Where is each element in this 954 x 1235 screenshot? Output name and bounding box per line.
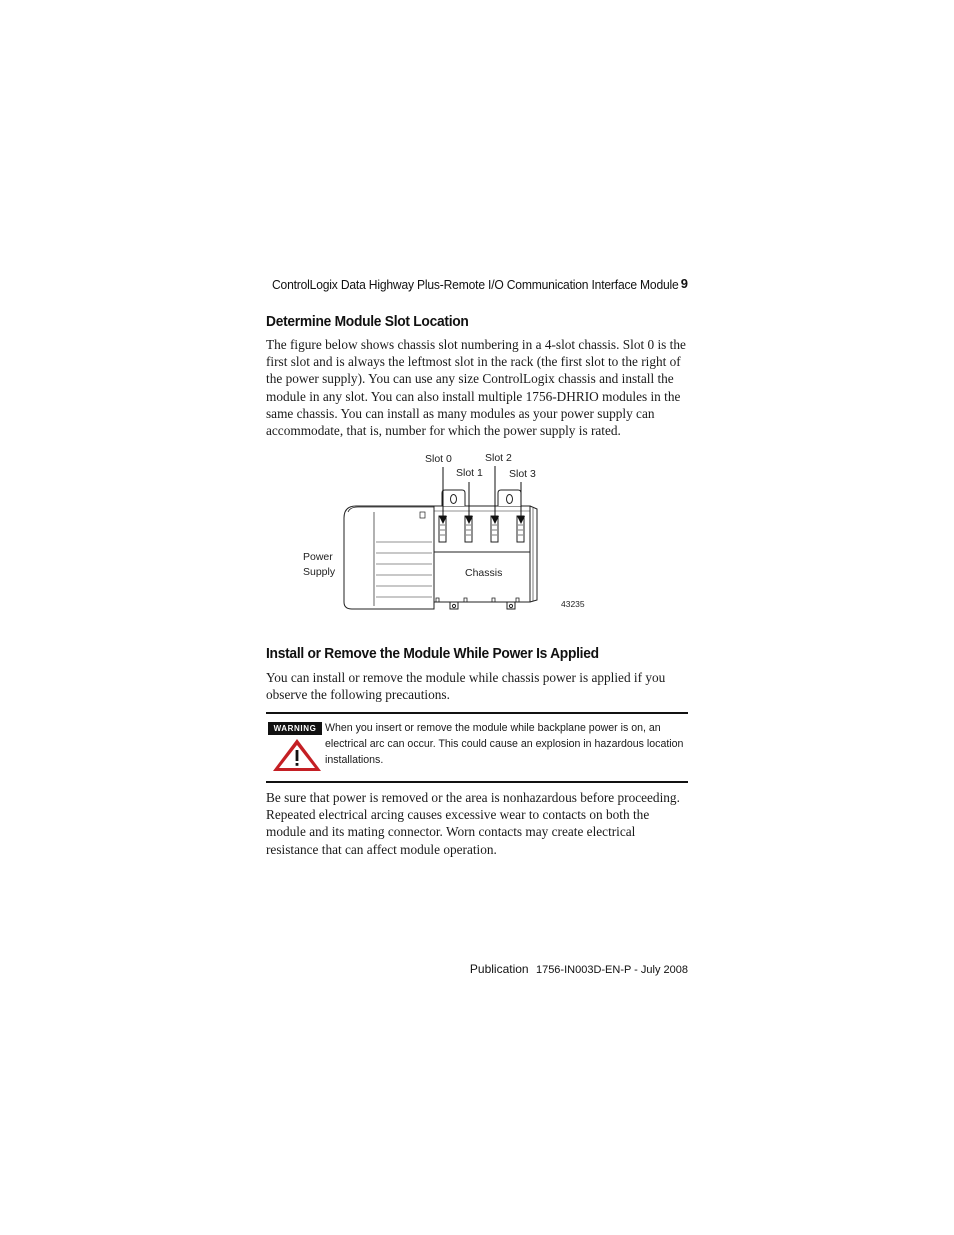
warning-label: WARNING [268, 722, 322, 735]
chassis-slot-figure [296, 446, 596, 618]
figure-id: 43235 [561, 599, 585, 609]
slot-location-paragraph: The figure below shows chassis slot numbering in a 4-slot chassis. Slot 0 is the first slot and is always the leftmost slot in the rack (the first slot to the right of the power supply). You can use any size ControlLogix chassis and install the module in any slot. You can also install multiple 1756-DHRIO modules in the same chassis. You can install as many modules as your power supply can accommodate, that is, number for which the power supply is rated. [266, 337, 686, 439]
warning-box [266, 712, 688, 783]
running-header [272, 275, 688, 295]
chassis-label: Chassis [465, 567, 503, 579]
section-heading-install-remove: Install or Remove the Module While Power Is Applied [266, 645, 599, 662]
publication-label: Publication [469, 962, 529, 976]
supply-label: Supply [303, 566, 336, 578]
slot-3-label: Slot 3 [509, 468, 536, 480]
power-label: Power [303, 551, 333, 563]
publication-number: 1756-IN003D-EN-P - July 2008 [535, 964, 688, 976]
slot-2-label: Slot 2 [485, 452, 512, 464]
slot-0-label: Slot 0 [425, 453, 452, 465]
slot-1-label: Slot 1 [456, 467, 483, 479]
install-remove-paragraph: You can install or remove the module while chassis power is applied if you observe the following precautions. [266, 670, 666, 703]
chassis-diagram [296, 446, 596, 618]
warning-triangle-icon [271, 738, 323, 772]
precautions-paragraph: Be sure that power is removed or the area is nonhazardous before proceeding. Repeated electrical arcing causes excessive wear to contacts on both the module and its mating connector. Worn contacts may create electrical resistance that can affect module operation. [266, 790, 680, 857]
page-number: 9 [680, 276, 688, 291]
footer [470, 962, 688, 976]
warning-text: When you insert or remove the module while backplane power is on, an electrical arc can occur. This could cause an explosion in hazardous location installations. [325, 722, 684, 766]
section-heading-slot-location: Determine Module Slot Location [266, 313, 469, 330]
header-title: ControlLogix Data Highway Plus-Remote I/O Communication Interface Module [272, 277, 679, 292]
